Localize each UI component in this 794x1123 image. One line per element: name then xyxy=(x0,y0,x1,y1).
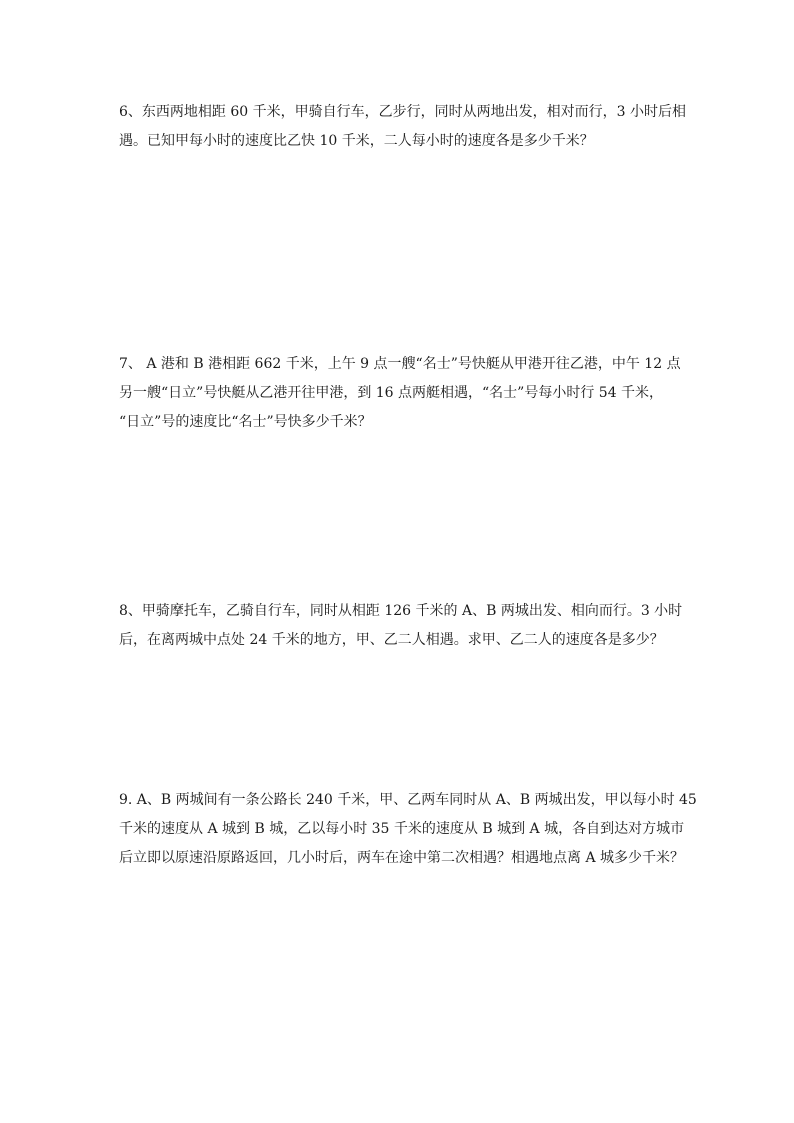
problem-7-line-2: 另一艘“日立”号快艇从乙港开往甲港，到 16 点两艇相遇，“名士”号每小时行 54 千米， xyxy=(119,385,664,401)
problem-9-line-3: 后立即以原速沿原路返回，几小时后，两车在途中第二次相遇？相遇地点离 A 城多少千米？ xyxy=(119,850,685,866)
problem-7-line-1: 7、 A 港和 B 港相距 662 千米，上午 9 点一艘“名士”号快艇从甲港开往乙港，中午 12 点 xyxy=(119,356,681,372)
problem-7 xyxy=(119,350,679,437)
problem-6-line-2: 遇。已知甲每小时的速度比乙快 10 千米，二人每小时的速度各是多少千米？ xyxy=(119,133,594,149)
problem-8 xyxy=(119,597,683,655)
problem-8-line-1: 8、甲骑摩托车，乙骑自行车，同时从相距 126 千米的 A、B 两城出发、相向而行。3 小时 xyxy=(119,603,683,619)
problem-9-line-1: 9. A、B 两城间有一条公路长 240 千米，甲、乙两车同时从 A、B 两城出发，甲以每小时 45 xyxy=(119,792,697,808)
problem-6-line-1: 6、东西两地相距 60 千米，甲骑自行车，乙步行，同时从两地出发，相对而行，3 小时后相 xyxy=(119,104,686,120)
problem-9 xyxy=(119,786,697,873)
problem-9-line-2: 千米的速度从 A 城到 B 城，乙以每小时 35 千米的速度从 B 城到 A 城，各自到达对方城市 xyxy=(119,821,685,837)
problem-6 xyxy=(119,98,686,156)
problem-8-line-2: 后，在离两城中点处 24 千米的地方，甲、乙二人相遇。求甲、乙二人的速度各是多少？ xyxy=(119,632,664,648)
problem-7-line-3: “日立”号的速度比“名士”号快多少千米？ xyxy=(119,414,372,430)
